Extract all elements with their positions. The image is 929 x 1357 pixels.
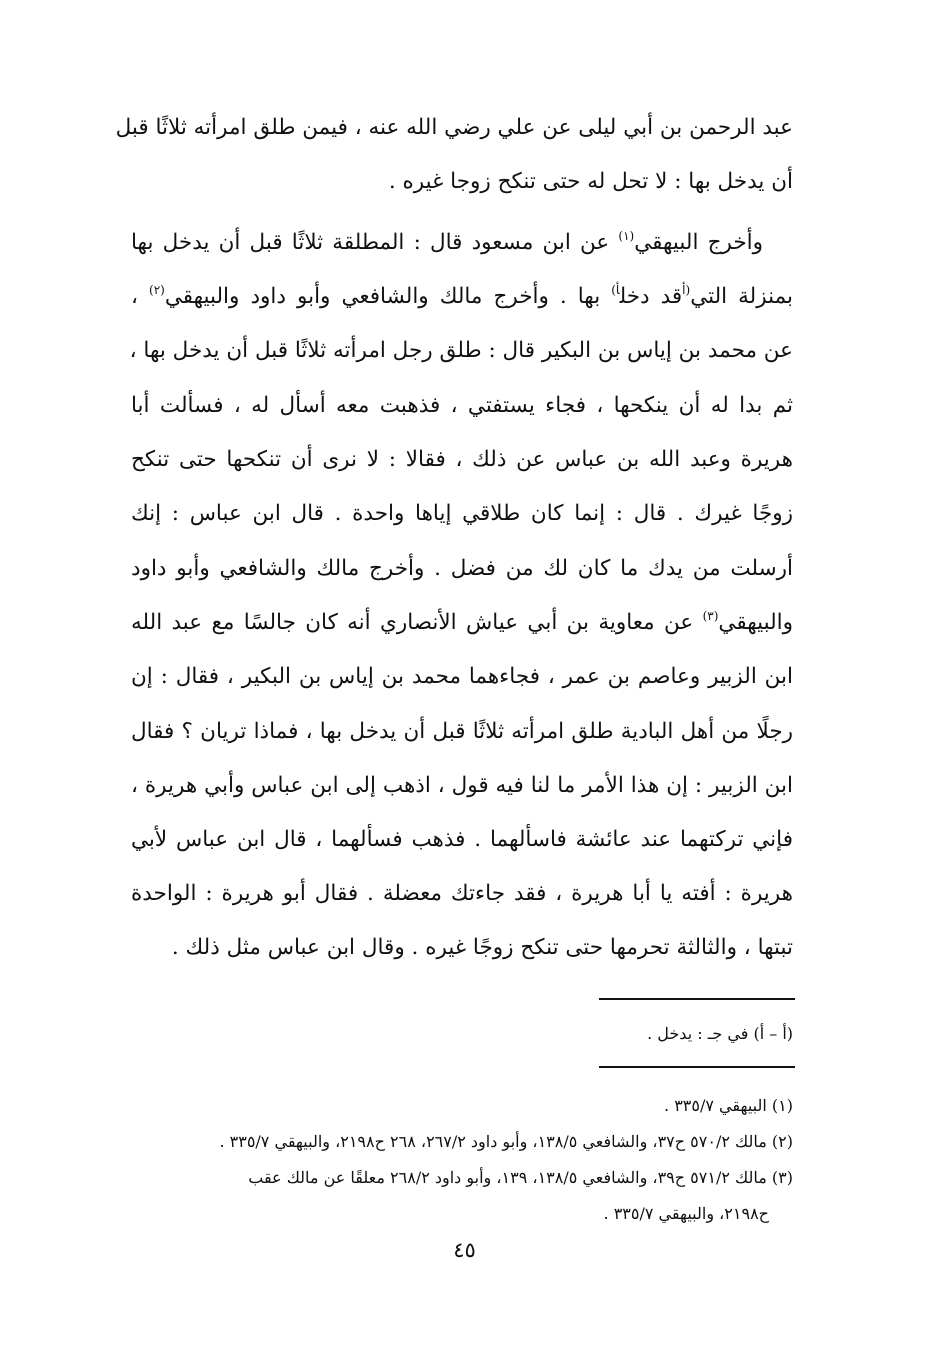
- variant-ref-open[interactable]: (أ: [682, 283, 691, 297]
- body-text: عن ابن مسعود قال : المطلقة ثلاثًا قبل أن يدخل بها: [131, 230, 610, 255]
- footnote-ref-1[interactable]: (١): [618, 229, 635, 243]
- body-line-10: [131, 608, 793, 638]
- body-text: بمنزلة التي: [690, 284, 793, 309]
- variant-ref-close[interactable]: أ): [611, 283, 620, 297]
- variant-rule: [599, 998, 795, 1000]
- footnote-3: (٣) مالك ٥٧١/٢ ح٣٩، والشافعي ١٣٨/٥، ١٣٩، وأبو داود ٢٦٨/٢ معلقًا عن مالك عقب: [248, 1168, 793, 1187]
- body-line-1: عبد الرحمن بن أبي ليلى عن علي رضي الله عنه ، فيمن طلق امرأته ثلاثًا قبل: [115, 115, 793, 140]
- footnote-3-continued: ح٢١٩٨، والبيهقي ٣٣٥/٧ .: [603, 1204, 769, 1223]
- body-line-4: [131, 282, 793, 312]
- variant-note: (أ – أ) في جـ : يدخل .: [647, 1024, 793, 1043]
- body-line-3: [131, 228, 793, 258]
- body-line-7: هريرة وعبد الله بن عباس عن ذلك ، فقالا : لا نرى أن تنكحها حتى تنكح: [131, 447, 793, 472]
- page-number: ٤٥: [453, 1238, 476, 1262]
- footnote-2: (٢) مالك ٥٧٠/٢ ح٣٧، والشافعي ١٣٨/٥، وأبو داود ٢٦٧/٢، ٢٦٨ ح٢١٩٨، والبيهقي ٣٣٥/٧ .: [219, 1132, 793, 1151]
- body-text: والبيهقي: [718, 610, 793, 635]
- footnote-ref-3[interactable]: (٣): [702, 609, 719, 623]
- body-text: عن معاوية بن أبي عياش الأنصاري أنه كان جالسًا مع عبد الله: [131, 610, 694, 635]
- body-line-5: عن محمد بن إياس بن البكير قال : طلق رجل امرأته ثلاثًا قبل أن يدخل بها ،: [129, 338, 793, 363]
- body-line-11: ابن الزبير وعاصم بن عمر ، فجاءهما محمد بن إياس بن البكير ، فقال : إن: [131, 664, 793, 689]
- body-line-9: أرسلت من يدك ما كان لك من فضل . وأخرج مالك والشافعي وأبو داود: [131, 556, 793, 581]
- body-line-12: رجلًا من أهل البادية طلق امرأته ثلاثًا قبل أن يدخل بها ، فماذا تريان ؟ فقال: [131, 719, 793, 744]
- footnote-1: (١) البيهقي ٣٣٥/٧ .: [664, 1096, 793, 1115]
- body-line-2: أن يدخل بها : لا تحل له حتى تنكح زوجا غيره .: [388, 169, 793, 194]
- body-line-16: تبتها ، والثالثة تحرمها حتى تنكح زوجًا غيره . وقال ابن عباس مثل ذلك .: [171, 935, 793, 960]
- body-text: قد دخل: [619, 284, 683, 309]
- footnote-rule: [599, 1066, 795, 1068]
- body-line-8: زوجًا غيرك . قال : إنما كان طلاقي إياها واحدة . قال ابن عباس : إنك: [131, 501, 793, 526]
- body-text: بها . وأخرج مالك والشافعي وأبو داود والبيهقي: [164, 284, 601, 309]
- body-text: ،: [131, 284, 138, 309]
- body-text: وأخرج البيهقي: [634, 230, 763, 255]
- body-line-13: ابن الزبير : إن هذا الأمر ما لنا فيه قول ، اذهب إلى ابن عباس وأبي هريرة ،: [131, 773, 793, 798]
- body-line-14: فإني تركتهما عند عائشة فاسألهما . فذهب فسألهما ، قال ابن عباس لأبي: [131, 827, 793, 852]
- body-line-15: هريرة : أفته يا أبا هريرة ، فقد جاءتك معضلة . فقال أبو هريرة : الواحدة: [131, 881, 793, 906]
- footnote-ref-2[interactable]: (٢): [149, 283, 165, 297]
- body-line-6: ثم بدا له أن ينكحها ، فجاء يستفتي ، فذهبت معه أسأل له ، فسألت أبا: [131, 393, 793, 418]
